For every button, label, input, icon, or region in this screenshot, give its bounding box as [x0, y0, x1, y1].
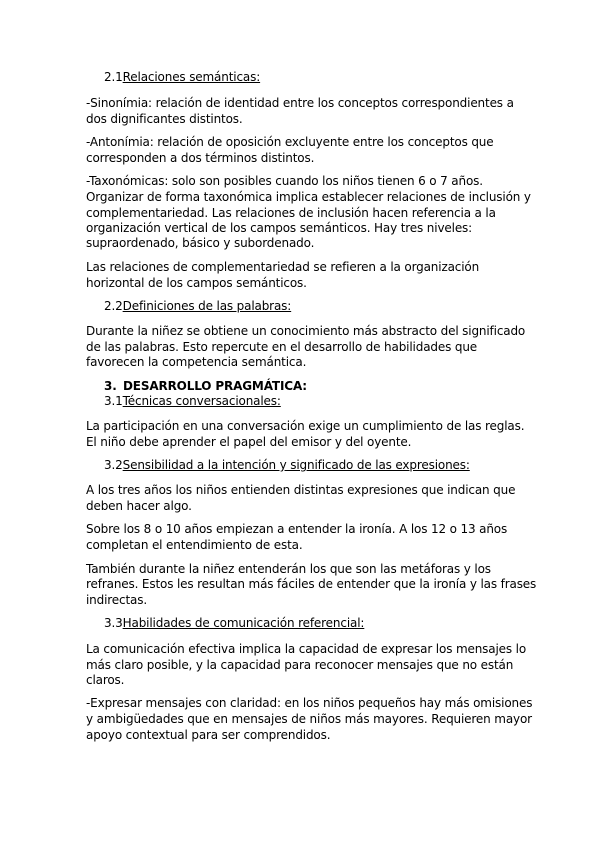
- text-line: indirectas.: [86, 593, 148, 607]
- heading-2-1: [104, 69, 260, 85]
- text-line: A los tres años los niños entienden distintas expresiones que indican que: [86, 483, 516, 497]
- heading-number: 2.2: [104, 299, 123, 313]
- text-line: También durante la niñez entenderán los que son las metáforas y los: [86, 562, 491, 576]
- text-line: y ambigüedades que en mensajes de niños más mayores. Requieren mayor: [86, 712, 532, 726]
- text-line: dos dignificantes distintos.: [86, 112, 243, 126]
- heading-title: Relaciones semánticas:: [122, 70, 261, 84]
- heading-3-1: [104, 393, 281, 409]
- heading-number: 2.1: [104, 70, 123, 84]
- heading-title: Habilidades de comunicación referencial:: [122, 616, 365, 630]
- text-line: -Antonímia: relación de oposición excluyente entre los conceptos que: [86, 135, 494, 149]
- text-line: supraordenado, básico y subordenado.: [86, 236, 315, 250]
- text-line: claros.: [86, 673, 125, 687]
- heading-3: [104, 378, 307, 394]
- heading-number: 3.: [104, 379, 117, 393]
- text-line: más claro posible, y la capacidad para reconocer mensajes que no están: [86, 658, 514, 672]
- heading-2-2: [104, 298, 291, 314]
- text-line: -Sinonímia: relación de identidad entre los conceptos correspondientes a: [86, 96, 514, 110]
- heading-title: Sensibilidad a la intención y significado de las expresiones:: [122, 458, 470, 472]
- text-line: favorecen la competencia semántica.: [86, 355, 307, 369]
- text-line: Las relaciones de complementariedad se refieren a la organización: [86, 260, 480, 274]
- text-line: refranes. Estos les resultan más fáciles de entender que la ironía y las frases: [86, 577, 537, 591]
- heading-3-3: [104, 615, 364, 631]
- heading-title: Técnicas conversacionales:: [122, 394, 281, 408]
- heading-title: Definiciones de las palabras:: [122, 299, 292, 313]
- heading-number: 3.3: [104, 616, 123, 630]
- text-line: complementariedad. Las relaciones de inclusión hacen referencia a la: [86, 206, 496, 220]
- text-line: horizontal de los campos semánticos.: [86, 276, 307, 290]
- text-line: -Expresar mensajes con claridad: en los niños pequeños hay más omisiones: [86, 696, 533, 710]
- text-line: -Taxonómicas: solo son posibles cuando los niños tienen 6 o 7 años.: [86, 174, 483, 188]
- text-line: La comunicación efectiva implica la capacidad de expresar los mensajes lo: [86, 642, 527, 656]
- text-line: corresponden a dos términos distintos.: [86, 151, 315, 165]
- text-line: La participación en una conversación exige un cumplimiento de las reglas.: [86, 419, 525, 433]
- heading-number: 3.2: [104, 458, 123, 472]
- text-line: apoyo contextual para ser comprendidos.: [86, 728, 331, 742]
- text-line: deben hacer algo.: [86, 499, 192, 513]
- text-line: Organizar de forma taxonómica implica establecer relaciones de inclusión y: [86, 190, 531, 204]
- text-line: completan el entendimiento de esta.: [86, 538, 303, 552]
- text-line: Sobre los 8 o 10 años empiezan a entender la ironía. A los 12 o 13 años: [86, 522, 508, 536]
- text-line: de las palabras. Esto repercute en el desarrollo de habilidades que: [86, 340, 478, 354]
- text-line: Durante la niñez se obtiene un conocimiento más abstracto del significado: [86, 324, 526, 338]
- text-line: El niño debe aprender el papel del emisor y del oyente.: [86, 435, 412, 449]
- text-line: organización vertical de los campos semánticos. Hay tres niveles:: [86, 221, 473, 235]
- heading-number: 3.1: [104, 394, 123, 408]
- heading-3-2: [104, 457, 470, 473]
- heading-title: DESARROLLO PRAGMÁTICA:: [123, 379, 307, 393]
